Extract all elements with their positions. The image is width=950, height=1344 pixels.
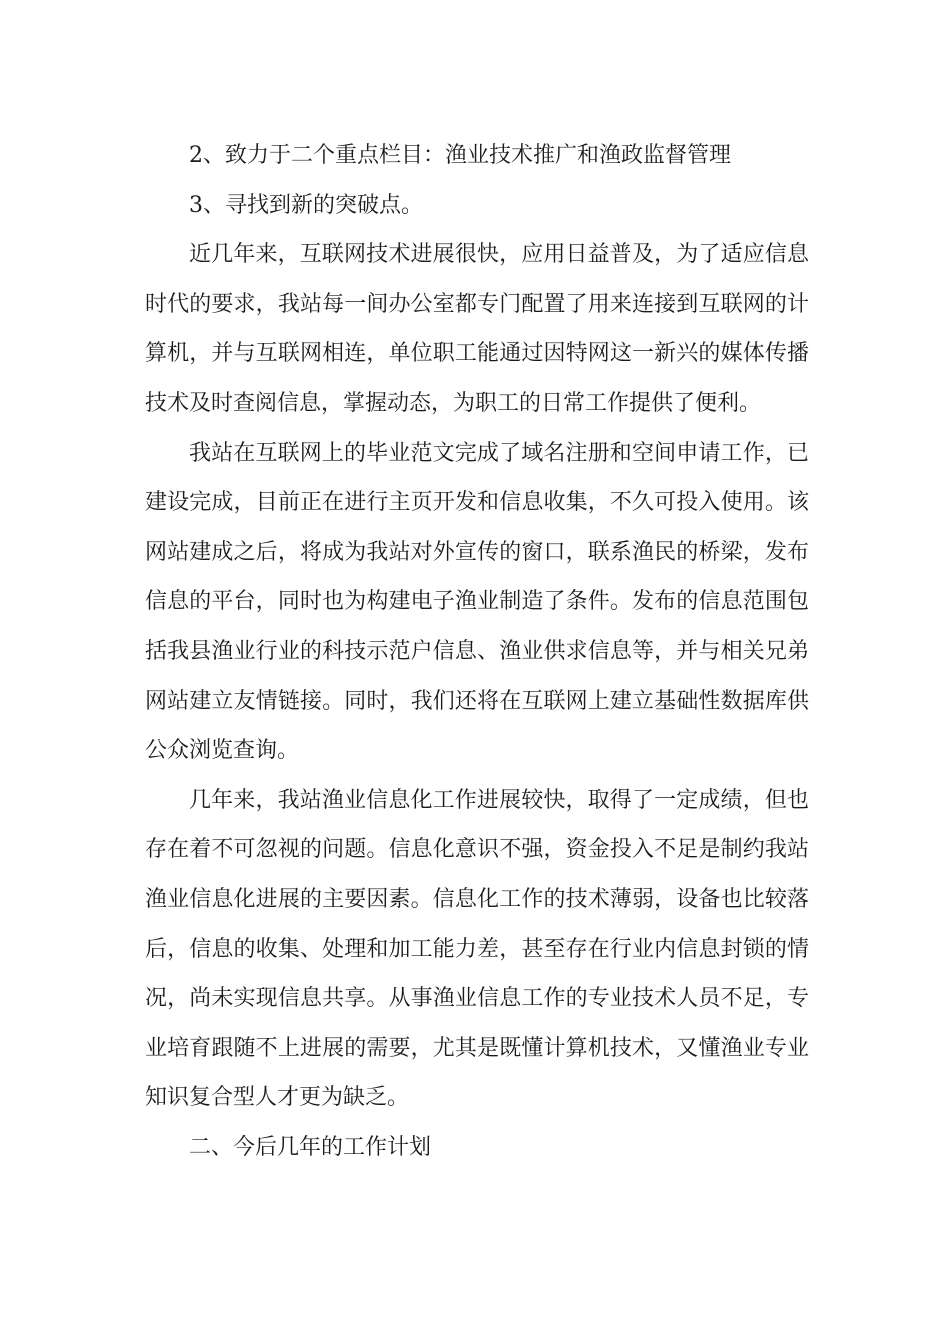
paragraph-website: 我站在互联网上的毕业范文完成了域名注册和空间申请工作，已建设完成，目前正在进行主页开发和信息收集，不久可投入使用。该网站建成之后，将成为我站对外宣传的窗口，联系渔民的桥梁，发布信息的平台，同时也为构建电子渔业制造了条件。发布的信息范围包括我县渔业行业的科技示范户信息、渔业供求信息等，并与相关兄弟网站建立友情链接。同时，我们还将在互联网上建立基础性数据库供公众浏览查询。 — [145, 440, 809, 764]
paragraph-internet-progress: 近几年来，互联网技术进展很快，应用日益普及，为了适应信息时代的要求，我站每一间办公室都专门配置了用来连接到互联网的计算机，并与互联网相连，单位职工能通过因特网这一新兴的媒体传播技术及时查阅信息，掌握动态，为职工的日常工作提供了便利。 — [145, 242, 809, 416]
paragraph-breakthrough: 3、寻找到新的突破点。 — [189, 192, 423, 218]
paragraph-focus-columns: 2、致力于二个重点栏目：渔业技术推广和渔政监督管理 — [189, 143, 731, 168]
paragraph-problems: 几年来，我站渔业信息化工作进展较快，取得了一定成绩，但也存在着不可忽视的问题。信息化意识不强，资金投入不足是制约我站渔业信息化进展的主要因素。信息化工作的技术薄弱，设备也比较落后，信息的收集、处理和加工能力差，甚至存在行业内信息封锁的情况，尚未实现信息共享。从事渔业信息工作的专业技术人员不足，专业培育跟随不上进展的需要，尤其是既懂计算机技术，又懂渔业专业知识复合型人才更为缺乏。 — [145, 787, 809, 1111]
document-body — [145, 131, 809, 1172]
section-heading-work-plan: 二、今后几年的工作计划 — [189, 1134, 432, 1160]
